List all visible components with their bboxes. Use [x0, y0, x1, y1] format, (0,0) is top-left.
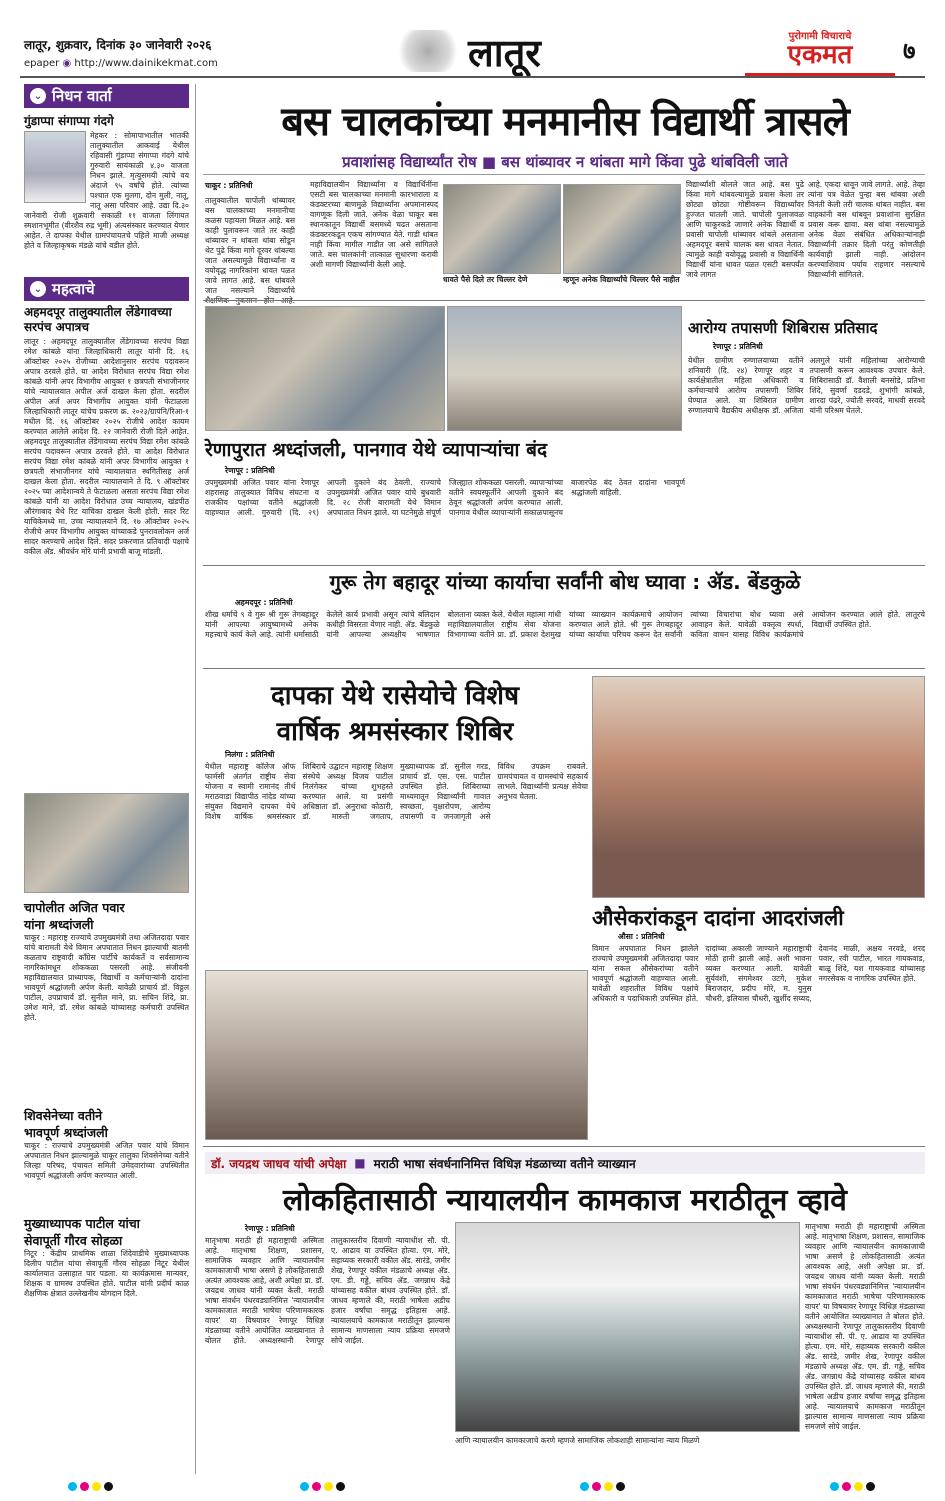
registration-dot: [300, 1482, 309, 1491]
renapur-headline: रेणापुरात श्रध्दांजली, पानगाव येथे व्यापाऱ्यांचा बंद: [205, 439, 548, 461]
marathi-headline: लोकहितासाठी न्यायालयीन कामकाज मराठीतून व्हावे: [283, 1183, 847, 1218]
ausa-body: विमान अपघातात निधन झालेले राज्याचे उपमुख्यमंत्री अजितदादा पवार यांना सकल औसेकरांच्या वतीने भावपूर्ण श्रद्धांजली वाहण्यात आली. यावेळी शहरातील विविध पक्षांचे अधिकारी व पदाधिकारी उपस्थित होते. दादांच्या अकाली जाण्याने महाराष्ट्राची मोठी हानी झाली आहे. अशी भावना व्यक्त करण्यात आली. यावेळी सुर्यवंशी, संगमेश्वर उटगे, मुकेश बिराजदार, प्रदीप मोरे, म. युनुस चौधरी, इलियास चौधरी, खुर्शीद सय्यद, देवानंद माळी, अक्षय नरवडे, शरद पवार, रवी पाटील, भारत गायकवाड, बाळू शिंदे, यश गायकवाड यांच्यासह नगरसेवक व नागरिक उपस्थित होते.: [592, 944, 925, 1004]
ajit-tribute-photo: [24, 793, 189, 893]
main-body-col1: तालुक्यातील चापोली थांब्यावर बस चालकाच्या मनमानीचा कळस पहायला मिळत आहे. बस काही पुलावरून जाते तर काही थांब्यावर न थांबता थांबा सोडून थेट पुढे किंवा मागे दूरवर थांबल्या जात असल्यामुळे विद्यार्थ्यांना व वयोवृद्ध नागरिकांना धावत पळत जावे लागत आहे. बस थांबवले जात नसल्याने विद्यार्थ्यांचे: [205, 196, 295, 296]
students-photo-1: [443, 184, 561, 274]
important-title: अहमदपूर तालुक्यातील लेंडेगावच्या सरपंच अपात्रच: [24, 305, 172, 334]
headmaster-title-2: सेवापूर्ती गौरव सोहळा: [24, 1233, 123, 1248]
chevron-down-icon: ⌄: [30, 88, 46, 104]
rule: [203, 300, 925, 301]
main-body-col2: महाविद्यालयीन विद्यार्थ्यांना व विद्यार्थिनींना एसटी बस चालकाच्या मनमानी कारभाराला व कंडक्टरच्या बाणमुळे विद्यार्थ्यांना अपमानास्पद वागणूक दिली जाते. अनेक वेळा चाकूर बस स्थानकातून विद्यार्थी बसमध्ये चढत असताना कंडक्टरकडून एकच सांगण्यात येते. गाडी थांबत नाही किंवा मागील गाडीत जा असे सांगितले जाते. बस चालकांनी तात्काळ सुधारणा करावी अशी मागणी विद्यार्थ्यांनी केली आहे.: [310, 180, 438, 270]
registration-dot: [336, 1482, 345, 1491]
brand-block: [745, 28, 895, 76]
rule: [203, 668, 925, 669]
shivsena-title-2: भावपूर्ण श्रध्दांजली: [24, 1125, 108, 1140]
ajit-title-1: चापोलीत अजित पवार: [24, 900, 125, 915]
registration-dot: [80, 1482, 89, 1491]
guru-headline: गुरू तेग बहादूर यांच्या कार्याचा सर्वांनी बोध घ्यावा : ॲड. बेंडकुळे: [329, 570, 801, 594]
guru-body: शीख धर्माचे ९ वे गुरू श्री गुरू तेगबहादूर यांनी आपल्या आयुष्यामध्ये अनेक महत्त्वाचे कार्य केले आहे. त्यांनी धर्मासाठी केलेले कार्य प्रभावी असून त्यांचे बलिदान कधीही विसरता येणार नाही. ॲड. बेंडकुळे यांनी आपल्या अध्यक्षीय भाषणात बोलताना व्यक्त केले. येथील महात्मा गांधी महाविद्यालयातील राष्ट्रीय सेवा योजना विभागाच्या वतीने प्रा. डॉ. प्रकाश देशमुख यांच्या व्याख्यान कार्यक्रमाचे आयोजन करण्यात आले होते. श्री गुरू तेगबहादूर यांच्या कार्याचा परिचय करून देत सर्वांनी त्यांच्या विचारांचा बोध घ्यावा असे आवाहन केले. यावेळी वक्तृत्व स्पर्धा, कविता वाचन यासह विविध कार्यक्रमांचे आयोजन करण्यात आले होते. लातूरचे विद्यार्थी उपस्थित होते.: [205, 610, 925, 640]
registration-dot: [580, 1482, 589, 1491]
headmaster-title-1: मुख्याध्यापक पाटील यांचा: [24, 1216, 140, 1231]
epaper-line: epaper ◉ http://www.dainikekmat.com: [24, 58, 218, 69]
ajit-body: चाकूर : महाराष्ट्र राज्याचे उपमुख्यमंत्री तथा अजितदादा पवार यांचे बारामती येथे विमान अपघातात निधन झाल्याची बातमी कळताच राष्ट्रवादी काँग्रेस पार्टीचे कार्यकर्ते व सर्वसामान्य नागरिकांमधून शोककळा पसरली आहे. संजीवनी महाविद्यालयात प्राध्यापक, विद्यार्थी व कर्मचाऱ्यांनी दादांना भावपूर्ण श्रद्धांजली अर्पण केली. यावेळी प्राचार्य डॉ. विठ्ठल पाटील, उपप्राचार्य डॉ. सुनील माने, प्रा. सचिन शिंदे, प्रा. उमेश माने, डॉ. रमेश कांबळे यांच्यासह कर्मचारी उपस्थित होते.: [24, 933, 189, 1023]
registration-dot: [324, 1482, 333, 1491]
ajit-title-2: यांना श्रध्दांजली: [24, 917, 94, 932]
registration-dot: [312, 1482, 321, 1491]
main-dateline: चाकूर : प्रतिनिधी: [205, 181, 253, 190]
ausa-dateline: औसा : प्रतिनिधी: [618, 932, 665, 941]
print-registration-marks: [0, 1482, 945, 1494]
sidebar-divider: [195, 84, 196, 1474]
arogya-body: येथील ग्रामीण रुग्णालयाच्या वतीने शनिवारी (दि. २४) रेणापूर शहर व कार्यक्षेत्रातील महिला अधिकारी व कर्मचाऱ्यांचे आरोग्य तपासणी शिबिर घेण्यात आले. या शिबिरात ग्रामीण रुग्णालयाचे वैद्यकीय अधीक्षक डॉ. अजिता अलगुले यांनी महिलांच्या आरोग्याची तपासणी करून आवश्यक उपचार केले. शिबिरासाठी डॉ. वैशाली बनसोडे, प्रतिभा शिंदे, सुवर्णा दडदडे, शुभांगी कांबळे, शारदा पंढरे, ज्योती सरवदे, माधवी सरवदे यांनी परिश्रम घेतले.: [688, 356, 925, 416]
dapka-headline-2: वार्षिक श्रमसंस्कार शिबिर: [276, 717, 514, 747]
important-label: महत्वाचे: [52, 280, 95, 298]
obituary-body: मेहकर : सोमापाभातील भातकी तालुक्यातील आकवाई येथील रहिवासी गुंडाप्पा संगाप्पा गंदगे यांचे गुरुवारी सायंकाळी ४.३० वाजता निधन झाले. मृत्युसमयी त्यांचे वय अंदाजे ९५ वर्षांचे होते. त्यांच्या पश्चात एक मुलगा, दोन मुली, नातू, नातू असा परिवार आहे. उद्या दि.३० जानेवारी रोजी शुक्रवारी सकाळी ११ वाजता लिंगायत स्मशानभूमीत (वीरशैव रुद्र भूमी) अंत्यसंस्कार करण्यात येणार आहेत. ते दापका येथील ग्रामपंचायतचे पहिले माजी अध्यक्ष होते व जिल्हाकृषक मंडळे यांचे वडील होते.: [24, 131, 189, 251]
rule: [203, 1146, 925, 1147]
arogya-dateline: रेणापूर : प्रतिनिधी: [713, 342, 763, 351]
rule: [203, 565, 925, 566]
headmaster-body: निटूर : केंद्रीय प्राथमिक शाळा शिंदेवाडीचे मुख्याध्यापक दिलीप पाटील यांचा सेवापूर्ती गौरव सोहळा निटूर येथील कार्यालयात उत्साहात पार पडला. या कार्यक्रमास मान्यवर, शिक्षक व ग्रामस्थ उपस्थित होते. पाटील यांनी प्रदीर्घ काळ शैक्षणिक क्षेत्रात उल्लेखनीय योगदान दिले.: [24, 1249, 189, 1299]
rule: [203, 174, 925, 175]
city-title: लातूर: [468, 31, 541, 75]
registration-dot: [866, 1482, 875, 1491]
obituary-name: गुंडाप्पा संगाप्पा गंदगे: [24, 114, 114, 128]
photo-caption-1: धावते पैसे दिले तर चिल्लर देणे: [443, 275, 528, 284]
main-subhead: प्रवाशांसह विद्यार्थ्यांत रोष ■ बस थांब्यावर न थांबता मागे किंवा पुढे थांबविली जाते: [342, 153, 788, 171]
registration-dot: [92, 1482, 101, 1491]
marathi-strap: [205, 1152, 925, 1174]
marathi-body: मातृभाषा मराठी ही महाराष्ट्राची अस्मिता आहे. मातृभाषा शिक्षण, प्रशासन, सामाजिक व्यवहार आणि न्यायालयीन कामकाजाची भाषा असणे हे लोकहितासाठी अत्यंत आवश्यक आहे, अशी अपेक्षा प्रा. डॉ. जयद्रथ जाधव यांनी व्यक्त केली. मराठी भाषा संवर्धन पंधरवड्यानिमित्त 'न्यायालयीन कामकाजात मराठी भाषेचा परिणामकारक वापर' या विषयावर रेणापूर विधिज्ञ मंडळाच्या वतीने आयोजित व्याख्यानात ते बोलत होते. अध्यक्षस्थानी रेणापूर तालुकास्तरीय दिवाणी न्यायाधीश सौ. पी. ए. आढाव या उपस्थित होत्या. एम. मोरे, सहाय्यक सरकारी वकील ॲड. सारंडे, जमीर शेख, रेणापूर वकील मंडळाचे अध्यक्ष ॲड. एम. डी. गड्डे, सचिव ॲड. जगन्नाथ केंद्रे यांच्यासह वकील बांधव उपस्थित होते. डॉ. जाधव म्हणाले की, मराठी भाषेला अडीच हजार वर्षांचा समृद्ध इतिहास आहे. न्यायालयाचे कामकाज मराठीतून झाल्यास सामान्य माणसाला न्याय प्रक्रिया समजणे सोपे जाईल.: [205, 1236, 450, 1346]
registration-dot: [616, 1482, 625, 1491]
renapur-body: उपमुख्यमंत्री अजित पवार यांना रेणापूर शहरासह तालुक्यात विविध संघटना व राजकीय पक्षांच्या वतीने श्रद्धांजली वाहण्यात आली. गुरुवारी (दि. २९) आपली दुकाने बंद ठेवली. राज्याचे उपमुख्यमंत्री अजित पवार यांचे बुधवारी दि. २८ रोजी बारामती येथे विमान अपघातात निधन झाले. या घटनेमुळे संपूर्ण जिल्ह्यात शोककळा पसरली. व्यापाऱ्यांच्या वतीने स्वयस्फूर्तीने आपली दुकाने बंद ठेवून श्रद्धांजली अर्पण करण्यात आली. पानगाव येथील व्यापाऱ्यांनी सकाळपासूनच बाजारपेठ बंद ठेवत दादांना भावपूर्ण श्रद्धांजली वाहिली.: [205, 478, 685, 518]
registration-dot: [104, 1482, 113, 1491]
brand-logo: एकमत: [787, 40, 853, 70]
registration-dot: [854, 1482, 863, 1491]
students-photo-2: [563, 184, 681, 274]
tagline: पुरोगामी विचाराचे: [788, 31, 852, 42]
arogya-headline: आरोग्य तपासणी शिबिरास प्रतिसाद: [688, 319, 878, 337]
important-header: [24, 277, 189, 301]
shivsena-title-1: शिवसेनेच्या वतीने: [24, 1108, 103, 1123]
registration-dot: [830, 1482, 839, 1491]
date-line: लातूर, शुक्रवार, दिनांक ३० जानेवारी २०२६: [24, 38, 212, 52]
strap-separator-icon: ■: [354, 1156, 366, 1170]
registration-dot: [592, 1482, 601, 1491]
renapur-dateline: रेणापूर : प्रतिनिधी: [225, 466, 275, 475]
masthead-rule: [20, 76, 925, 78]
marathi-dateline: रेणापूर : प्रतिनिधी: [245, 1224, 295, 1233]
photo-caption-2: म्हणून अनेक विद्यार्थ्यांचे चिल्लर पैसे नाहीत: [563, 275, 680, 284]
sidebar: [24, 84, 189, 1329]
marathi-caption: आणि न्यायालयीन कामकाजाचे करणे म्हणजे सामाजिक लोकशाही सामान्यांना न्याय मिळणे: [455, 1436, 700, 1445]
registration-dot: [68, 1482, 77, 1491]
main-body-col4: आहे. एकदा धावून जावे लागते. आहे. तेव्हा त्यांना पत्र वेळेत पुन्हा बस थांबवा अशी विनंती केली तरी चालक थांबत नाहीत. बस वाहकांनी बस थांबवून प्रवाशांना सुरक्षित प्रवास करू द्यावा. बस थांबा नसल्यामुळे अनेक वेळा संबंधित अधिकाऱ्यांनाही विद्यार्थ्यांनी तक्रार दिली परंतु कोणतीही कार्यवाही झाली नाही. आंदोलन करण्याशिवाय पर्याय राहणार नसल्याचे विद्यार्थ्यांनी सांगितले.: [808, 180, 925, 280]
obituary-header: [24, 84, 189, 108]
city-graphic: [398, 30, 458, 72]
dapka-body: येथील महाराष्ट्र कॉलेज ऑफ फार्मसी अंतर्गत राष्ट्रीय सेवा योजना व स्वामी रामानंद तीर्थ मराठवाडा विद्यापीठ नांदेड यांच्या संयुक्त विद्यमाने दापका येथे विशेष वार्षिक श्रमसंस्कार शिबिराचे उद्घाटन महाराष्ट्र शिक्षण संस्थेचे अध्यक्ष विजय पाटील निलंगेकर यांच्या शुभहस्ते करण्यात आले. या प्रसंगी अधिष्ठाता डॉ. अनुराधा कोठारी, डॉ. मारुती जगताप, मुख्याध्यापक डॉ. सुनील गरड, प्राचार्य डॉ. एस. एस. पाटील उपस्थित होते. शिबिराच्या माध्यमातून विद्यार्थ्यांनी गावात स्वच्छता, वृक्षारोपण, आरोग्य तपासणी व जनजागृती असे विविध उपक्रम राबवले. ग्रामपंचायत व ग्रामस्थांचे सहकार्य लाभले. विद्यार्थ्यांनी प्रत्यक्ष सेवेचा अनुभव घेतला.: [205, 762, 588, 822]
main-body-col3: विद्यार्थ्यांशी बोलले जात आहे. बस पुढे किंवा मागे थांबवल्यामुळे प्रवास केला तर छोट्या छोट्या गोष्टीवरून विद्यार्थ्यांवर हुज्जत घातली जाते. चापोली पुलाजवळ आणि चाकूरकडे जाणारे अनेक विद्यार्थी व प्रवासी चापोली थांब्यावर थांबले असताना अहमदपूर बसचे चालक बस धावत नेतात. त्यामुळे काही वयोवृद्ध प्रवासी व विद्यार्थिनी विद्यार्थी यांना धावत पळत एसटी बसपर्यंत जावे लागत: [686, 180, 804, 280]
chevron-down-icon: ⌄: [30, 281, 46, 297]
renapur-tribute-photo: [205, 306, 445, 431]
epaper-label: epaper: [24, 58, 60, 69]
strap-bold: डॉ. जयद्रथ जाधव यांची अपेक्षा: [211, 1156, 347, 1171]
shivsena-body: चाकूर : राज्याचे उपमुख्यमंत्री अजित पवार यांचे विमान अपघातात निधन झाल्यामुळे चाकूर तालुका शिवसेनेच्या वतीने जिल्हा परिषद, पंचायत समिती उमेदवारांच्या उपस्थितीत भावपूर्ण श्रद्धांजली अर्पण करण्यात आली.: [24, 1141, 189, 1181]
registration-dot: [842, 1482, 851, 1491]
closed-shops-photo: [447, 306, 682, 431]
important-body: लातूर : अहमदपूर तालुक्यातील लेंडेगावच्या सरपंच विद्या रमेश कांबळे यांना जिल्हाधिकारी लातूर यांनी दि. १६ ऑक्टोबर २०२५ रोजीच्या आदेशानुसार सरपंच पदावरून अपात्र ठरवले होते. या आदेश विरोधात सरपंच विद्या रमेश कांबळे यांनी अपर विभागीय आयुक्त १ छत्रपती संभाजीनगर यांचे न्यायालयात अपील अर्ज दाखल केला होता. सदरील अपील अर्ज अपर विभागीय आयुक्त यांनी फेटाळला जिल्हाधिकारी लातूर यांचेच प्रकरण क्र. २०२३/ग्रापंनि/रिआ-१ मधील दि. १६ ऑक्टोबर २०२५ रोजीचे आदेश कायम करण्यात आलेले आदेश दि. २२ जानेवारी रोजी दिले आहेत. अहमदपूर तालुक्यातील लेंडेगावच्या सरपंच विद्या रमेश कांबळे सरपंच पदावरून अपात्र ठरवले होते. या आदेश विरोधात सरपंच विद्या रमेश कांबळे यांनी अपर विभागीय आयुक्त १ छत्रपती संभाजीनगर यांचे न्यायालयात स्थगितीसह अर्ज दाखल केला होता. सदरील न्यायालयाने ते दि. ९ ऑक्टोबर २०२५ च्या आदेशान्वये ते फेटाळला असता सरपंच विद्या रमेश कांबळे यांनी या आदेश विरोधात उच्च न्यायालय, खंडपीठ औरंगाबाद येथे रिट याचिका दाखल केली होती. सदर रिट याचिकेमध्ये मा. उच्च न्यायालयाने दि. १७ ऑक्टोबर २०२५ रोजीचे अपर विभागीय आयुक्त यांच्याकडे पुनरावलोकन अर्ज सादर करण्याचे आदेश दिले. सदर प्रकरणात प्रतिवादी पक्षाचे वकील ॲड. श्रीवर्धन मोरे यांनी प्रभावी बाजू मांडली.: [24, 337, 189, 557]
main-headline: बस चालकांच्या मनमानीस विद्यार्थी त्रासले: [281, 99, 849, 145]
ausa-headline: औसेकरांकडून दादांना आदरांजली: [592, 906, 844, 930]
strap-rest: मराठी भाषा संवर्धनानिमित्त विधिज्ञ मंडळाच्या वतीने व्याख्यान: [373, 1156, 636, 1171]
website-link[interactable]: http://www.dainikekmat.com: [74, 58, 218, 69]
dapka-dateline: निलंगा : प्रतिनिधी: [225, 750, 275, 759]
obituary-label: निधन वार्ता: [52, 87, 112, 105]
registration-dot: [604, 1482, 613, 1491]
guru-dateline: अहमदपूर : प्रतिनिधी: [235, 598, 293, 607]
lecture-photo: [455, 1222, 800, 1432]
marathi-body-right: मातृभाषा मराठी ही महाराष्ट्राची अस्मिता आहे. मातृभाषा शिक्षण, प्रशासन, सामाजिक व्यवहार आणि न्यायालयीन कामकाजाची भाषा असणे हे लोकहितासाठी अत्यंत आवश्यक आहे, अशी अपेक्षा प्रा. डॉ. जयद्रथ जाधव यांनी व्यक्त केली. मराठी भाषा संवर्धन पंधरवड्यानिमित्त 'न्यायालयीन कामकाजात मराठी भाषेचा परिणामकारक वापर' या विषयावर रेणापूर विधिज्ञ मंडळाच्या वतीने आयोजित व्याख्यानात ते बोलत होते. अध्यक्षस्थानी रेणापूर तालुकास्तरीय दिवाणी न्यायाधीश सौ. पी. ए. आढाव या उपस्थित होत्या. एम. मोरे, सहाय्यक सरकारी वकील ॲड. सारंडे, जमीर शेख, रेणापूर वकील मंडळाचे अध्यक्ष ॲड. एम. डी. गड्डे, सचिव ॲड. जगन्नाथ केंद्रे यांच्यासह वकील बांधव उपस्थित होते. डॉ. जाधव म्हणाले की, मराठी भाषेला अडीच हजार वर्षांचा समृद्ध इतिहास आहे. न्यायालयाचे कामकाज मराठीतून झाल्यास सामान्य माणसाला न्याय प्रक्रिया समजणे सोपे जाईल.: [805, 1222, 925, 1432]
page-number: ७: [903, 37, 916, 65]
dapka-headline-1: दापका येथे रासेयोचे विशेष: [270, 681, 520, 711]
dapka-inauguration-photo: [205, 970, 588, 1140]
ausa-tribute-photo: [592, 676, 925, 898]
